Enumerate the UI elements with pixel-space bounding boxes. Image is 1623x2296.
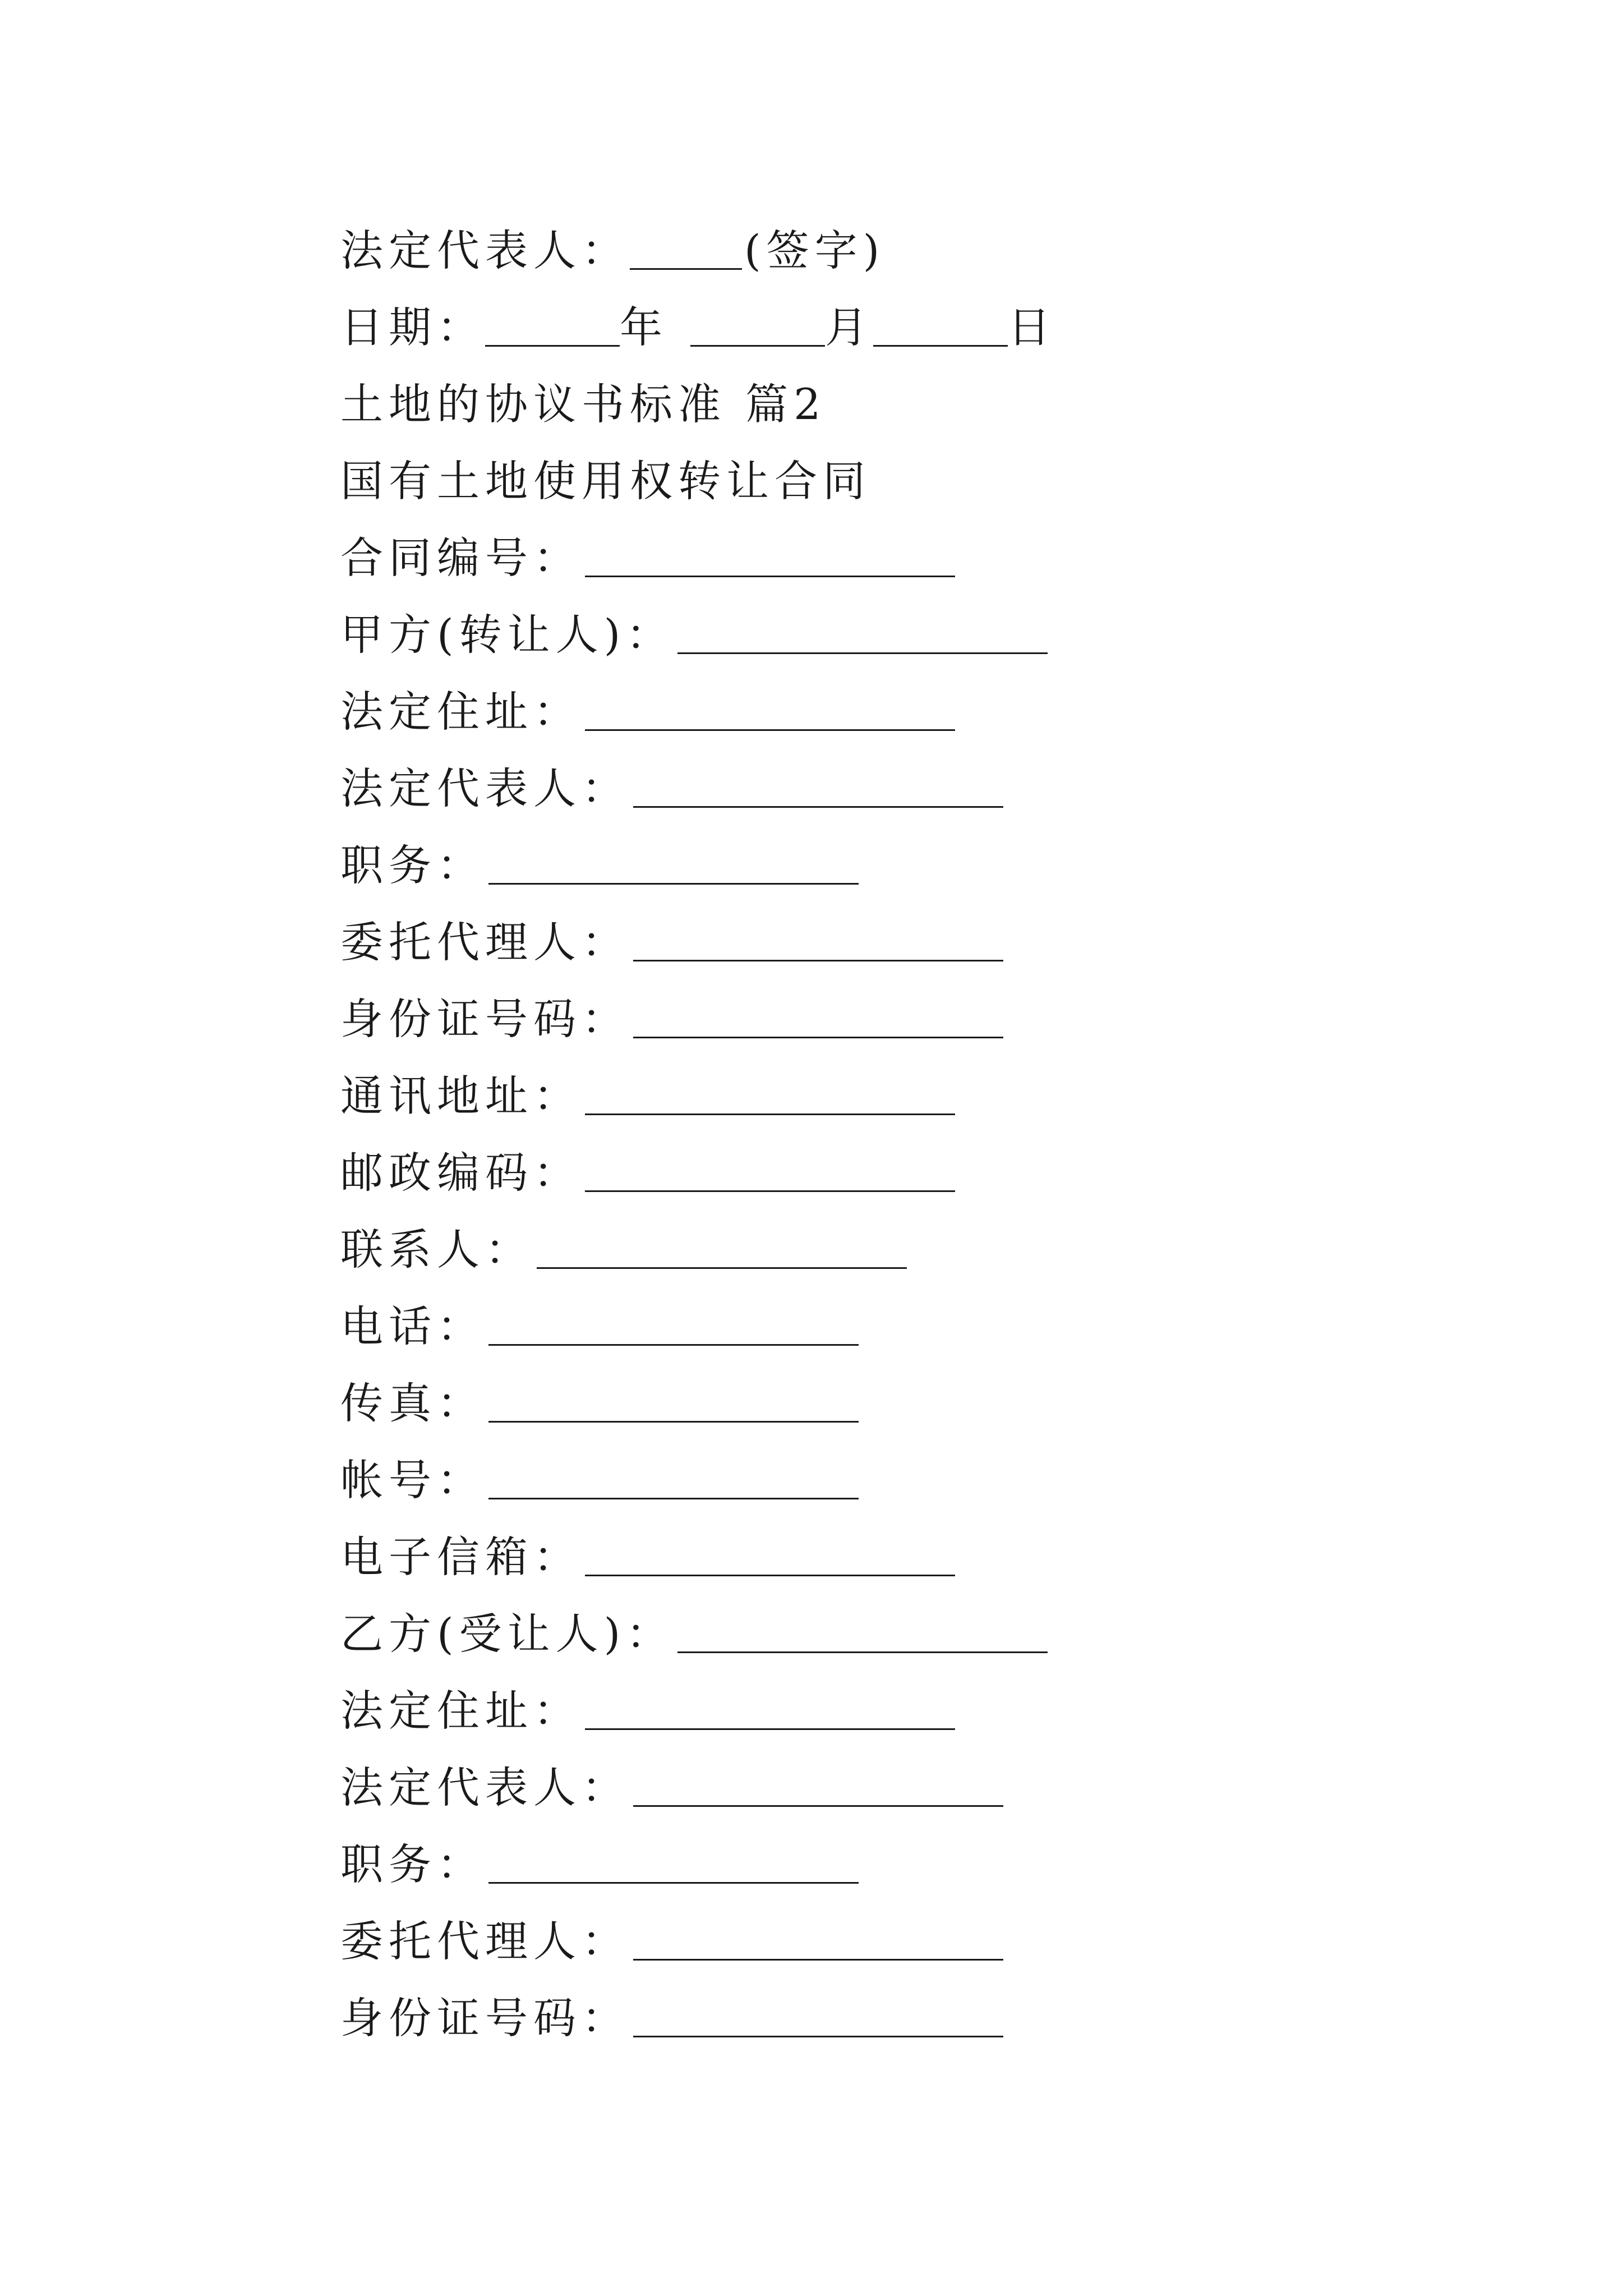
field-blank xyxy=(633,1999,1003,2037)
field-blank xyxy=(488,1845,859,1884)
form-field xyxy=(340,1057,1462,1134)
field-blank xyxy=(677,1614,1048,1653)
signature-blank xyxy=(630,231,742,270)
field-label: 帐号： xyxy=(340,1455,485,1505)
field-label: 身份证号码： xyxy=(340,1993,630,2043)
field-label: 法定住址： xyxy=(340,686,582,737)
field-label: 联系人： xyxy=(340,1224,533,1274)
document-body xyxy=(340,212,1462,2056)
field-blank xyxy=(488,846,859,885)
field-label: 邮政编码： xyxy=(340,1147,582,1198)
field-label: 委托代理人： xyxy=(340,917,630,967)
field-blank xyxy=(633,1768,1003,1807)
party-b-title xyxy=(340,1595,1462,1672)
field-label: 职务： xyxy=(340,1839,485,1889)
form-field xyxy=(340,981,1462,1057)
field-blank xyxy=(488,1307,859,1346)
field-label: 法定代表人： xyxy=(340,1762,630,1812)
field-blank xyxy=(585,539,955,577)
field-label: 法定代表人： xyxy=(340,763,630,813)
sign-note: (签字) xyxy=(744,225,886,275)
form-field xyxy=(340,1903,1462,1980)
date-line xyxy=(340,289,1462,366)
form-field xyxy=(340,904,1462,981)
form-field xyxy=(340,1365,1462,1442)
day-label: 日 xyxy=(1008,302,1056,352)
date-label: 日期： xyxy=(340,302,485,352)
field-label: 电子信箱： xyxy=(340,1531,582,1582)
field-label: 法定住址： xyxy=(340,1685,582,1736)
contract-number-field xyxy=(340,519,1462,596)
contract-title: 国有土地使用权转让合同 xyxy=(340,455,871,506)
field-label: 传真： xyxy=(340,1378,485,1428)
year-blank xyxy=(485,308,620,347)
field-label: 乙方(受让人)： xyxy=(340,1608,675,1659)
form-field xyxy=(340,1826,1462,1903)
day-blank xyxy=(873,308,1008,347)
month-label: 月 xyxy=(825,302,873,352)
section-heading: 土地的协议书标准 篇2 xyxy=(340,379,827,429)
signature-line xyxy=(340,212,1462,289)
month-blank xyxy=(690,308,825,347)
field-blank xyxy=(537,1230,907,1269)
party-a-title xyxy=(340,596,1462,673)
field-label: 职务： xyxy=(340,840,485,890)
field-blank xyxy=(585,1153,955,1192)
form-field xyxy=(340,1211,1462,1288)
field-blank xyxy=(585,1538,955,1576)
legal-rep-label: 法定代表人： xyxy=(340,225,630,275)
field-label: 电话： xyxy=(340,1301,485,1351)
field-label: 甲方(转让人)： xyxy=(340,609,675,660)
form-field xyxy=(340,1134,1462,1211)
year-label: 年 xyxy=(620,302,668,352)
field-label: 委托代理人： xyxy=(340,1916,630,1966)
field-label: 通讯地址： xyxy=(340,1070,582,1121)
field-blank xyxy=(488,1461,859,1499)
field-blank xyxy=(585,692,955,731)
field-blank xyxy=(677,615,1048,654)
form-field xyxy=(340,1980,1462,2056)
form-field xyxy=(340,827,1462,904)
form-field xyxy=(340,1749,1462,1826)
field-blank xyxy=(585,1076,955,1115)
field-label: 身份证号码： xyxy=(340,993,630,1044)
form-field xyxy=(340,1672,1462,1749)
form-field xyxy=(340,1442,1462,1519)
field-blank xyxy=(633,923,1003,961)
form-field xyxy=(340,1519,1462,1595)
form-field xyxy=(340,673,1462,750)
field-blank xyxy=(633,1922,1003,1961)
form-field xyxy=(340,1288,1462,1365)
field-blank xyxy=(633,769,1003,808)
field-label: 合同编号： xyxy=(340,532,582,583)
field-blank xyxy=(585,1691,955,1730)
field-blank xyxy=(488,1384,859,1423)
form-field xyxy=(340,750,1462,827)
field-blank xyxy=(633,1000,1003,1038)
